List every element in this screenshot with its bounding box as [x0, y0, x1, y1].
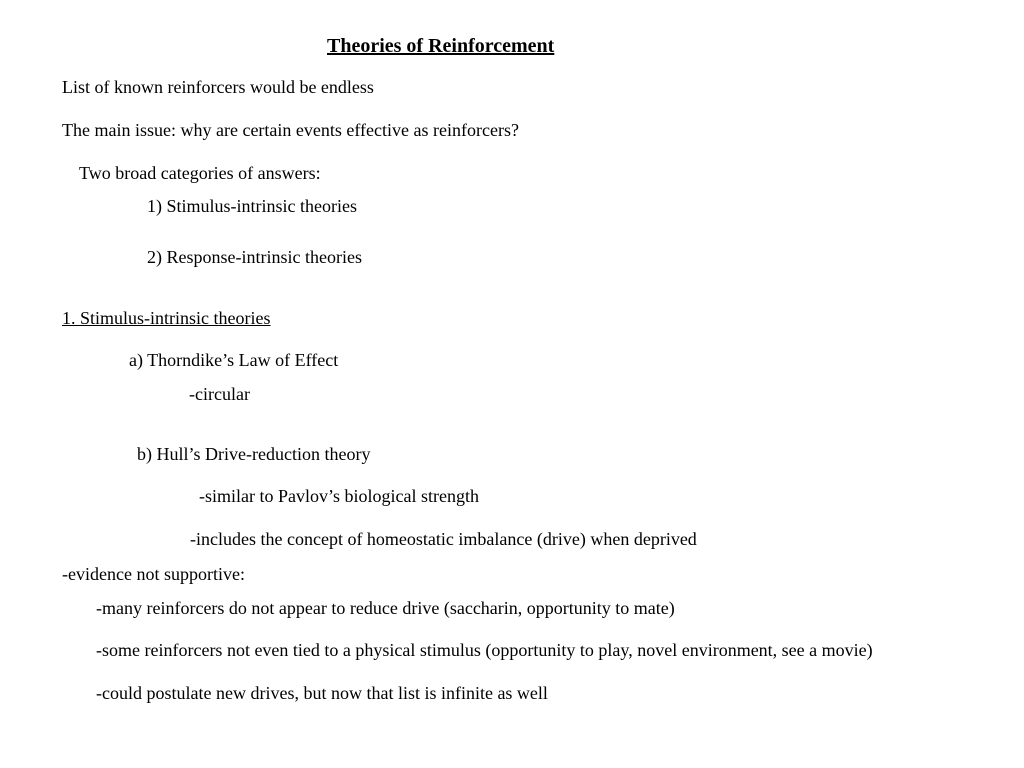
section-heading-stimulus-intrinsic: 1. Stimulus-intrinsic theories	[62, 308, 271, 328]
text-line-two-categories: Two broad categories of answers:	[79, 163, 321, 183]
text-line-physical-stimulus: -some reinforcers not even tied to a physical stimulus (opportunity to play, novel environment, see a movie)	[96, 640, 873, 660]
text-line-main-issue: The main issue: why are certain events effective as reinforcers?	[62, 120, 519, 140]
text-line-category-1: 1) Stimulus-intrinsic theories	[147, 196, 357, 216]
text-line-evidence: -evidence not supportive:	[62, 564, 245, 584]
text-line-hull: b) Hull’s Drive-reduction theory	[137, 444, 371, 464]
text-line-new-drives: -could postulate new drives, but now that list is infinite as well	[96, 683, 548, 703]
page-title: Theories of Reinforcement	[327, 35, 555, 57]
text-line-pavlov: -similar to Pavlov’s biological strength	[199, 486, 479, 506]
text-line-homeostatic: -includes the concept of homeostatic imbalance (drive) when deprived	[190, 529, 697, 549]
text-line-circular: -circular	[189, 384, 250, 404]
text-line-thorndike: a) Thorndike’s Law of Effect	[129, 350, 339, 370]
text-line-category-2: 2) Response-intrinsic theories	[147, 247, 362, 267]
text-line-saccharin: -many reinforcers do not appear to reduce drive (saccharin, opportunity to mate)	[96, 598, 675, 618]
text-line-endless-reinforcers: List of known reinforcers would be endless	[62, 77, 374, 97]
